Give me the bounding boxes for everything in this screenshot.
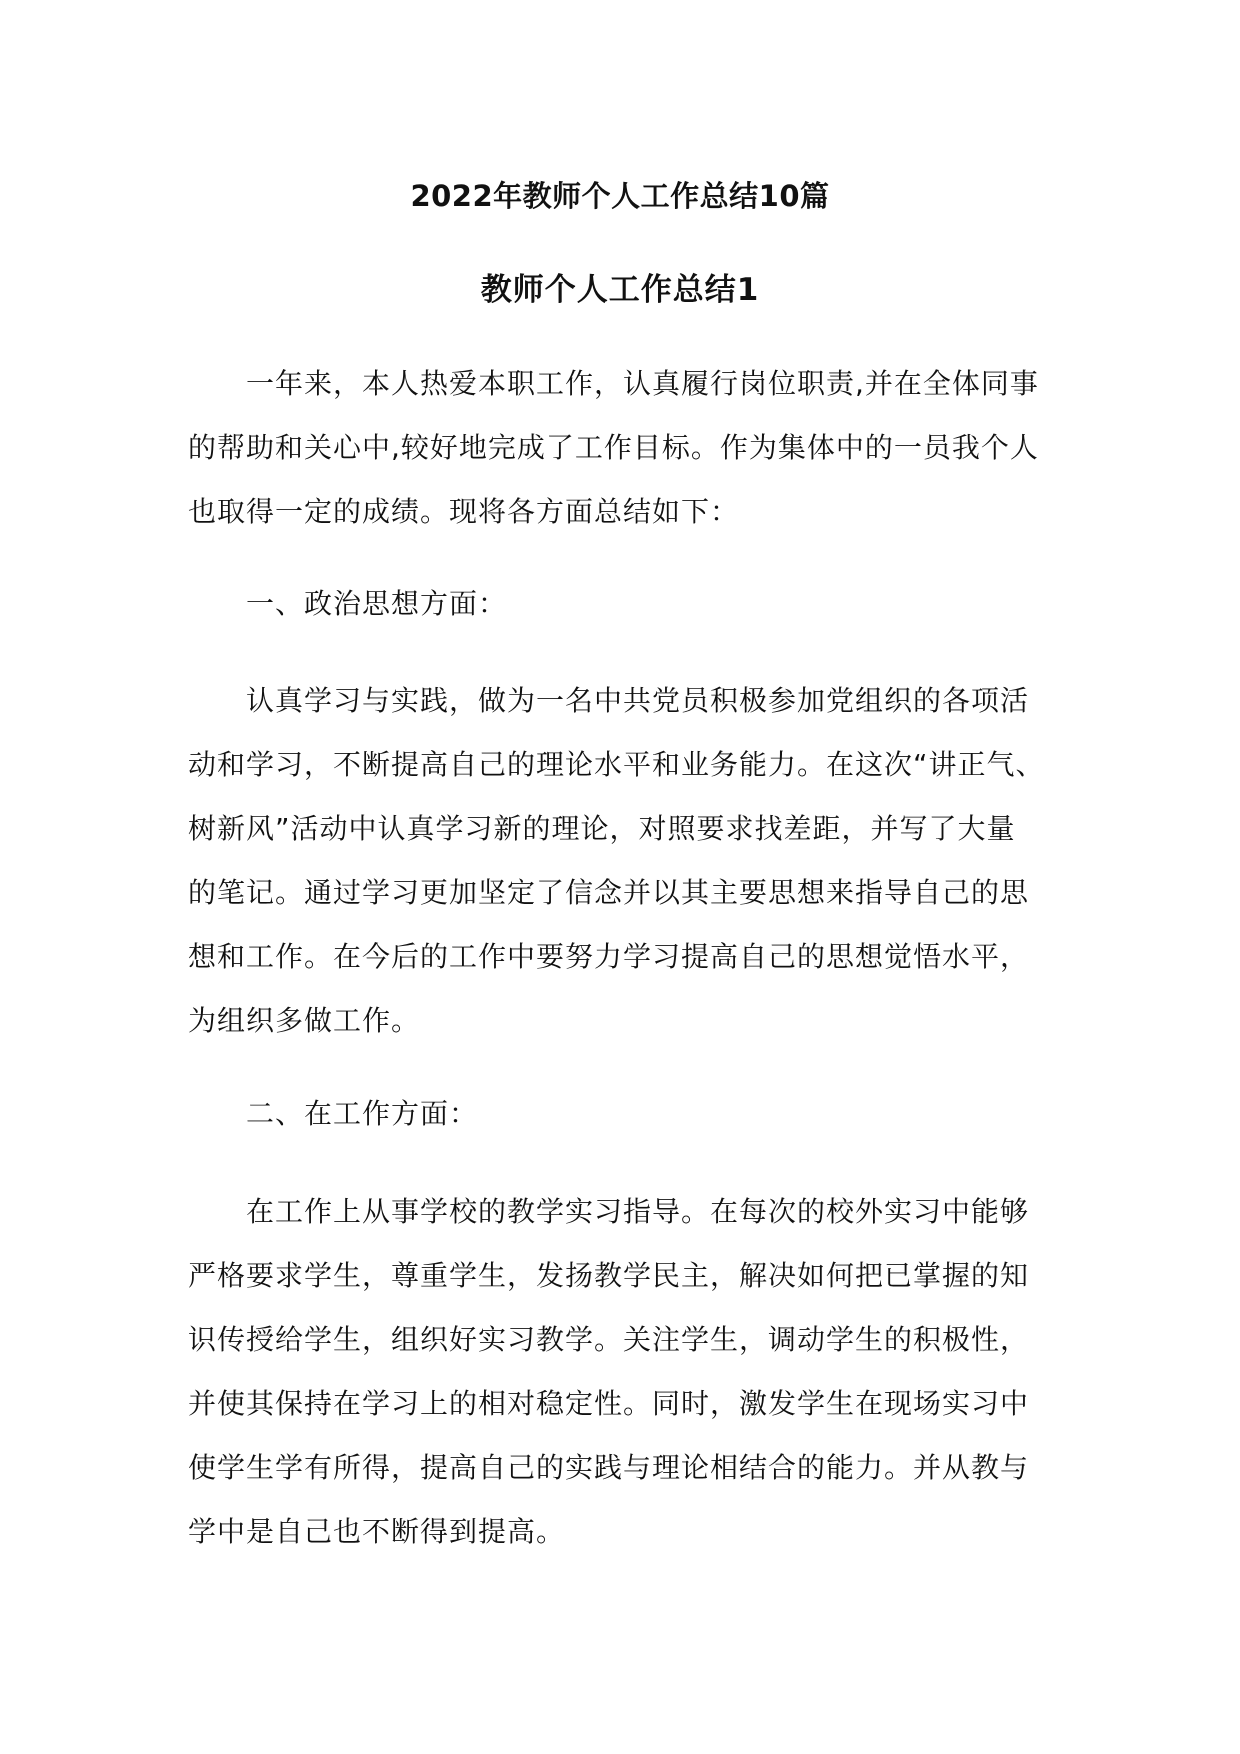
paragraph-line: 使学生学有所得，提高自己的实践与理论相结合的能力。并从教与 — [188, 1451, 1030, 1484]
paragraph-line: 动和学习，不断提高自己的理论水平和业务能力。在这次“讲正气、 — [188, 748, 1045, 781]
paragraph-line: 树新风”活动中认真学习新的理论，对照要求找差距，并写了大量 — [188, 812, 1016, 845]
paragraph-line: 的笔记。通过学习更加坚定了信念并以其主要思想来指导自己的思 — [188, 876, 1030, 909]
paragraph-line: 学中是自己也不断得到提高。 — [188, 1515, 566, 1548]
paragraph-line: 也取得一定的成绩。现将各方面总结如下： — [188, 495, 740, 528]
paragraph-line: 为组织多做工作。 — [188, 1004, 421, 1037]
paragraph-line: 识传授给学生，组织好实习教学。关注学生，调动学生的积极性， — [188, 1323, 1030, 1356]
heading-line: 二、在工作方面： — [246, 1097, 479, 1130]
paragraph-line: 一年来，本人热爱本职工作，认真履行岗位职责,并在全体同事 — [246, 367, 1039, 400]
paragraph-line: 认真学习与实践，做为一名中共党员积极参加党组织的各项活 — [246, 684, 1030, 717]
paragraph-line: 并使其保持在学习上的相对稳定性。同时，激发学生在现场实习中 — [188, 1387, 1030, 1420]
paragraph-work — [188, 1180, 1068, 1564]
paragraph-line: 在工作上从事学校的教学实习指导。在每次的校外实习中能够 — [246, 1195, 1030, 1228]
paragraph-line: 的帮助和关心中,较好地完成了工作目标。作为集体中的一员我个人 — [188, 431, 1039, 464]
paragraph-political-thought — [188, 669, 1068, 1053]
heading-work — [188, 1082, 1068, 1146]
paragraph-intro — [188, 352, 1068, 544]
paragraph-line: 想和工作。在今后的工作中要努力学习提高自己的思想觉悟水平， — [188, 940, 1030, 973]
document-title: 2022年教师个人工作总结10篇 — [410, 179, 830, 213]
heading-line: 一、政治思想方面： — [246, 587, 508, 620]
heading-political-thought — [188, 572, 1068, 636]
section-title: 教师个人工作总结1 — [480, 272, 760, 308]
paragraph-line: 严格要求学生，尊重学生，发扬教学民主，解决如何把已掌握的知 — [188, 1259, 1030, 1292]
